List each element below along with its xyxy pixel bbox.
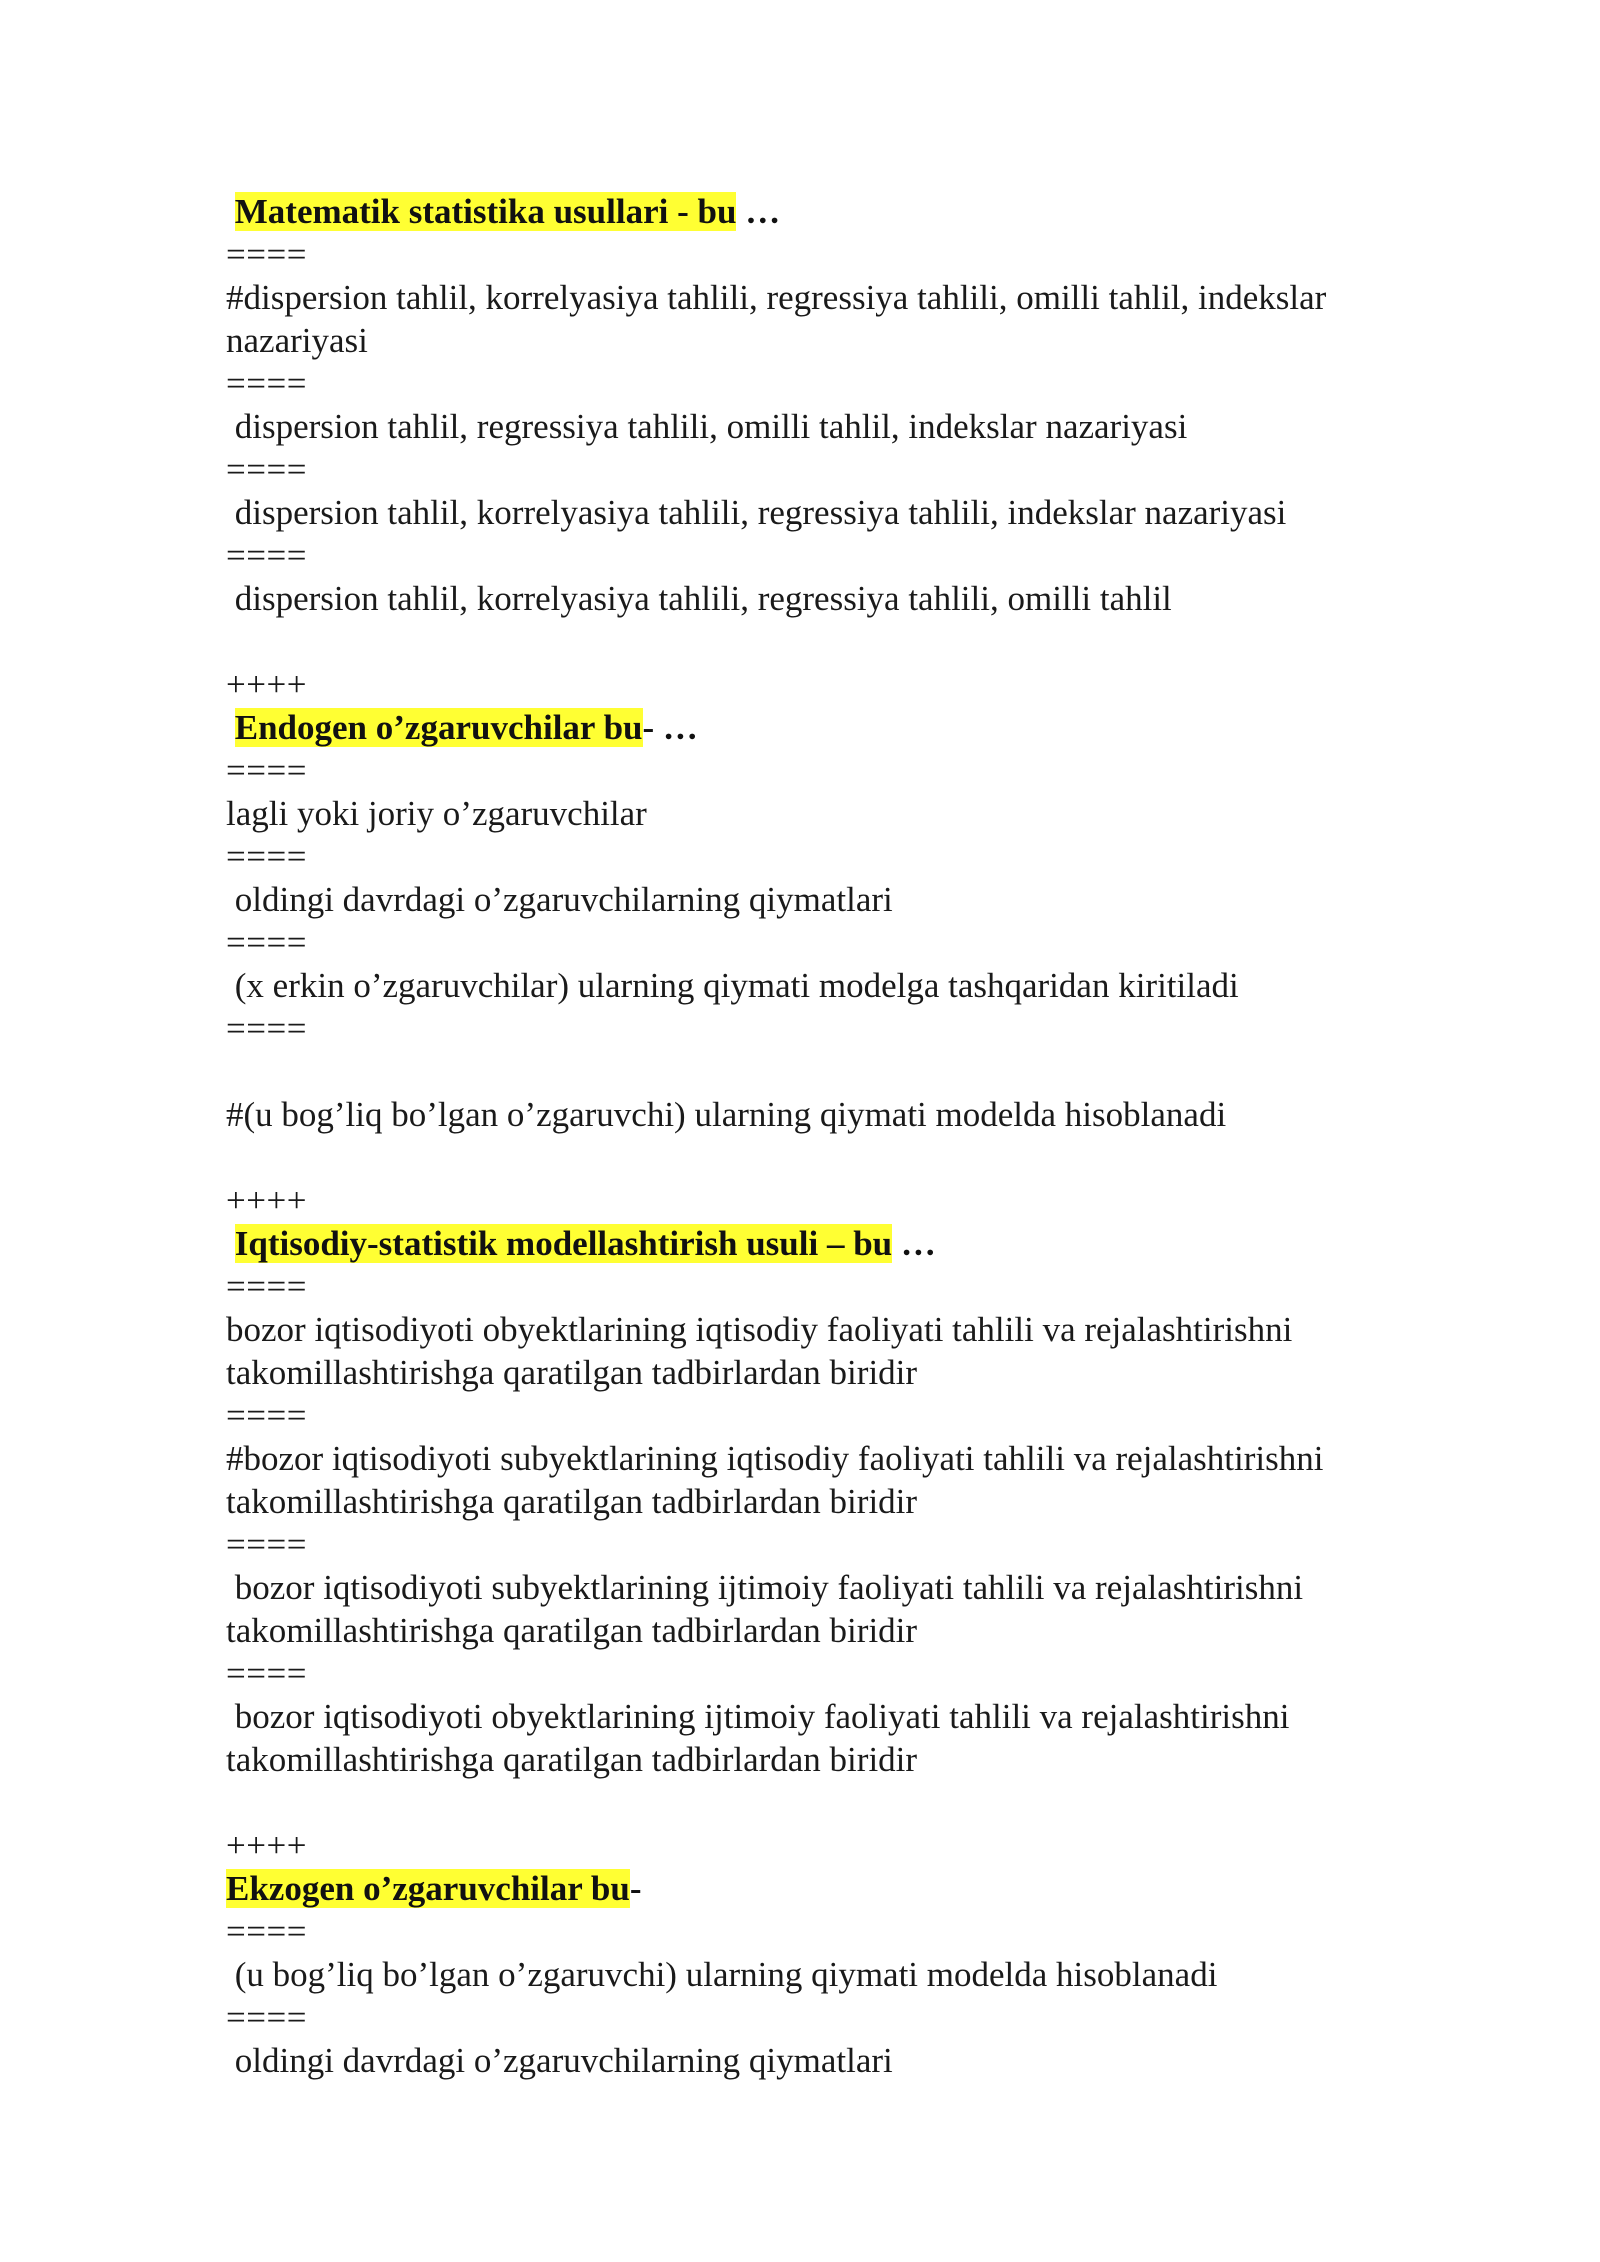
question-3-answer-4: bozor iqtisodiyoti obyektlarining ijtimoiy faoliyati tahlili va rejalashtirishni takomillashtirishga qaratilgan tadbirlardan biridir [226,1697,1299,1779]
question-3-title: Iqtisodiy-statistik modellashtirish usuli – bu [234,1224,893,1263]
question-1-answer-4: dispersion tahlil, korrelyasiya tahlili, regressiya tahlili, omilli tahlil [226,579,1172,618]
question-3-answer-2: #bozor iqtisodiyoti subyektlarining iqtisodiy faoliyati tahlili va rejalashtirishni takomillashtirishga qaratilgan tadbirlardan biridir [226,1439,1333,1521]
question-1-lead [226,192,235,231]
question-separator: ++++ [226,665,307,704]
question-3-lead [226,1224,235,1263]
question-2-answer-4: #(u bog’liq bo’lgan o’zgaruvchi) ularning qiymati modelda hisoblanadi [226,1095,1227,1134]
question-2 [226,706,1426,749]
answer-separator: ==== [226,364,307,403]
answer-separator: ==== [226,751,307,790]
answer-separator: ==== [226,536,307,575]
answer-separator: ==== [226,837,307,876]
question-2-lead [226,708,235,747]
question-1-answer-3: dispersion tahlil, korrelyasiya tahlili, regressiya tahlili, indekslar nazariyasi [226,493,1287,532]
question-separator: ++++ [226,1826,307,1865]
spacer [226,620,1426,663]
question-3-answer-3: bozor iqtisodiyoti subyektlarining ijtimoiy faoliyati tahlili va rejalashtirishni takomillashtirishga qaratilgan tadbirlardan biridir [226,1568,1312,1650]
spacer [226,1050,1426,1093]
answer-separator: ==== [226,450,307,489]
question-4-answer-2: oldingi davrdagi o’zgaruvchilarning qiymatlari [226,2041,893,2080]
document-page [226,190,1426,2082]
question-2-tail: - … [642,708,698,747]
answer-separator: ==== [226,923,307,962]
question-2-answer-3: (x erkin o’zgaruvchilar) ularning qiymati modelga tashqaridan kiritiladi [226,966,1239,1005]
question-1-answer-1: #dispersion tahlil, korrelyasiya tahlili, regressiya tahlili, omilli tahlil, indekslar nazariyasi [226,278,1336,360]
question-4 [226,1867,1426,1910]
question-1-answer-2: dispersion tahlil, regressiya tahlili, omilli tahlil, indekslar nazariyasi [226,407,1188,446]
answer-separator: ==== [226,1998,307,2037]
spacer [226,1781,1426,1824]
answer-separator: ==== [226,1912,307,1951]
question-2-answer-1: lagli yoki joriy o’zgaruvchilar [226,794,647,833]
spacer [226,1136,1426,1179]
question-2-title: Endogen o’zgaruvchilar bu [234,708,643,747]
question-1-tail: … [736,192,781,231]
answer-separator: ==== [226,1654,307,1693]
answer-separator: ==== [226,1525,307,1564]
question-1 [226,190,1426,233]
question-2-answer-2: oldingi davrdagi o’zgaruvchilarning qiymatlari [226,880,893,919]
question-4-title: Ekzogen o’zgaruvchilar bu [226,1869,630,1908]
question-4-answer-1: (u bog’liq bo’lgan o’zgaruvchi) ularning qiymati modelda hisoblanadi [226,1955,1218,1994]
answer-separator: ==== [226,235,307,274]
answer-separator: ==== [226,1267,307,1306]
question-3-answer-1: bozor iqtisodiyoti obyektlarining iqtisodiy faoliyati tahlili va rejalashtirishni takomillashtirishga qaratilgan tadbirlardan biridir [226,1310,1302,1392]
question-3-tail: … [892,1224,936,1263]
question-4-tail: - [629,1869,642,1908]
question-3 [226,1222,1426,1265]
answer-separator: ==== [226,1009,307,1048]
answer-separator: ==== [226,1396,307,1435]
question-1-title: Matematik statistika usullari - bu [234,192,737,231]
question-separator: ++++ [226,1181,307,1220]
